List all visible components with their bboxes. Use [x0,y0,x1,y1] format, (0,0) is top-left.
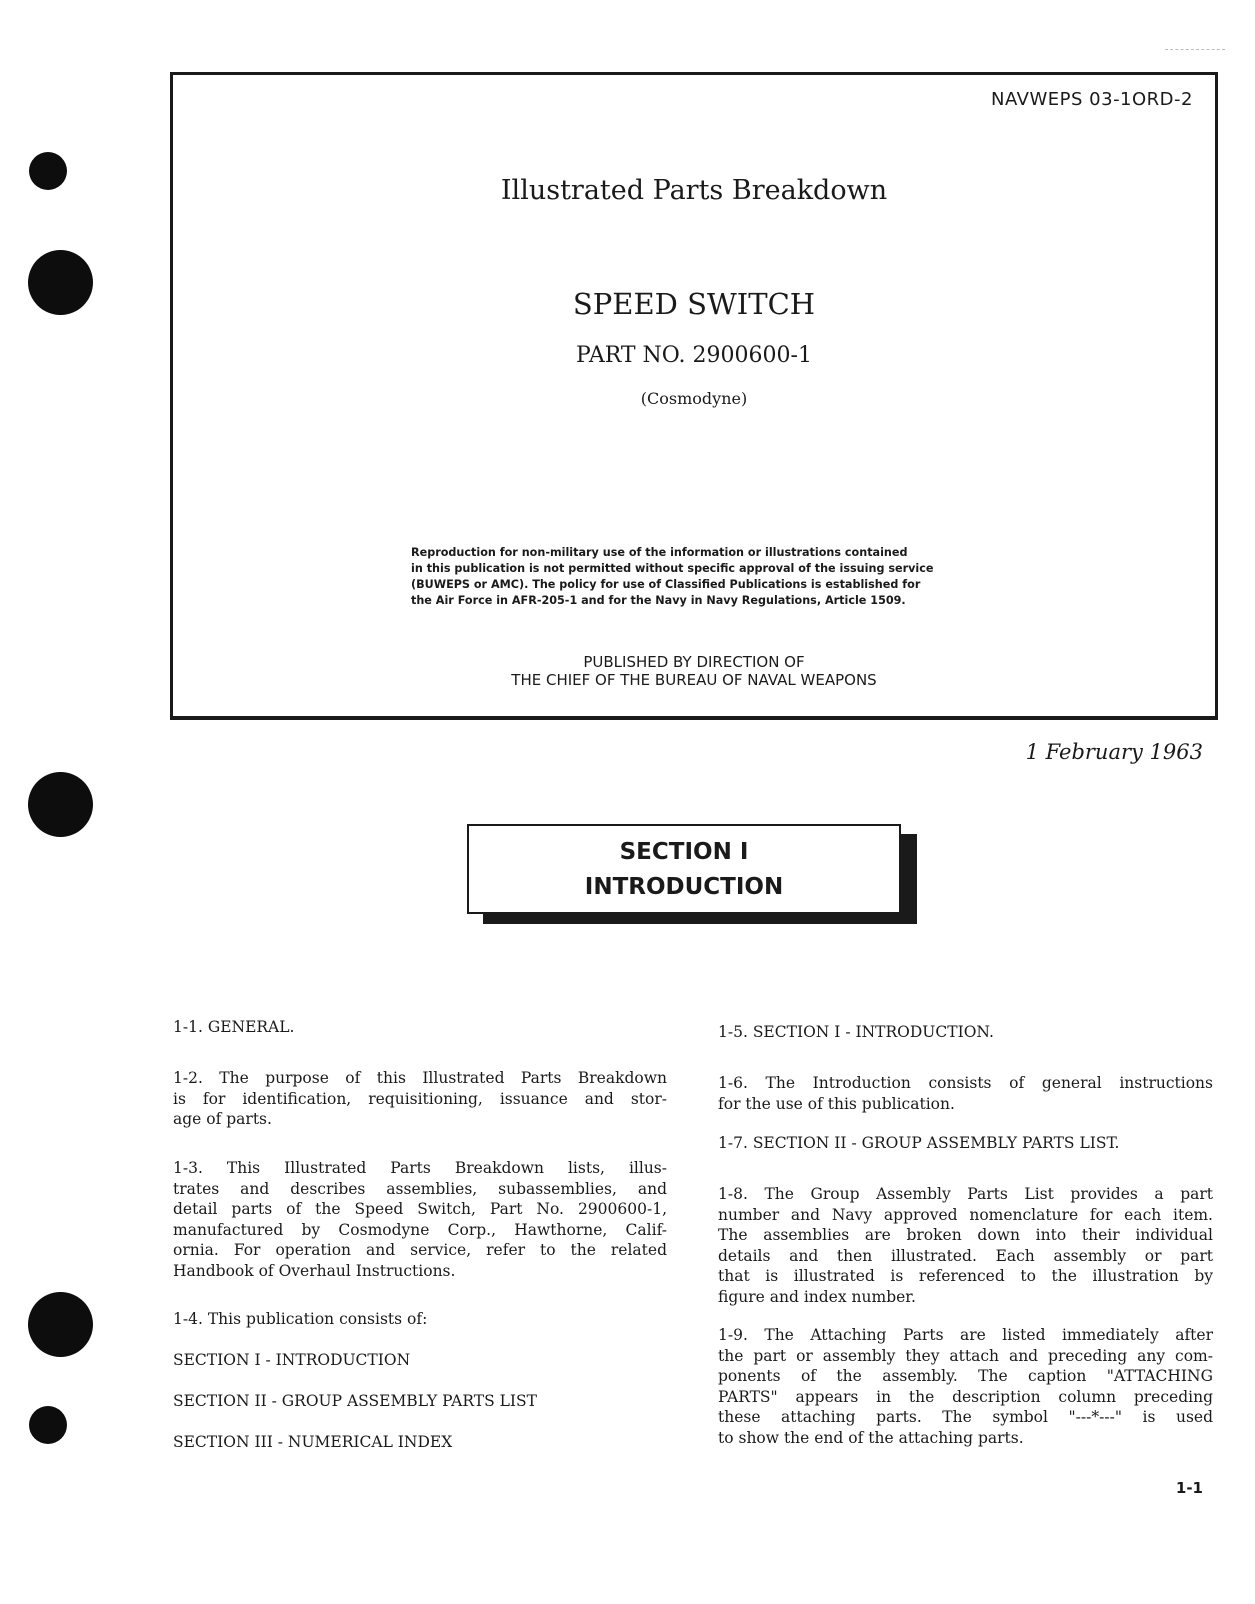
text-line: 1-1. GENERAL. [173,1018,295,1036]
text-line: number and Navy approved nomenclature for each item. [718,1205,1213,1224]
section-title: INTRODUCTION [584,874,784,900]
text-line: trates and describes assemblies, subassemblies, and [173,1179,667,1198]
text-line: figure and index number. [718,1287,916,1306]
text-line: SECTION I - INTRODUCTION [173,1351,411,1369]
text-line: ponents of the assembly. The caption "ATTACHING [718,1367,1213,1385]
document-number: NAVWEPS 03-1ORD-2 [991,89,1193,110]
list-item [173,1350,667,1371]
notice-line: the Air Force in AFR-205-1 and for the Navy in Navy Regulations, Article 1509. [411,594,906,607]
text-line: 1-6. The Introduction consists of general instructions [718,1074,1213,1092]
paragraph [718,1133,1213,1154]
paragraph [173,1068,667,1130]
published-line: THE CHIEF OF THE BUREAU OF NAVAL WEAPONS [511,671,877,689]
text-line: 1-8. The Group Assembly Parts List provides a part [718,1185,1213,1203]
text-line: 1-5. SECTION I - INTRODUCTION. [718,1023,994,1041]
text-line: 1-4. This publication consists of: [173,1310,428,1328]
paragraph [718,1184,1213,1307]
notice-line: Reproduction for non-military use of the information or illustrations contained [411,546,908,559]
page-number: 1-1 [1175,1479,1203,1497]
text-line: 1-2. The purpose of this Illustrated Parts Breakdown [173,1069,667,1087]
text-line: Handbook of Overhaul Instructions. [173,1261,456,1280]
text-line: 1-9. The Attaching Parts are listed immediately after [718,1326,1213,1344]
binder-hole [28,772,93,837]
part-number: PART NO. 2900600-1 [576,343,812,368]
section-number: SECTION I [619,839,749,865]
text-line: that is illustrated is referenced to the illustration by [718,1267,1213,1285]
binder-hole [29,1406,67,1444]
notice-line: in this publication is not permitted without specific approval of the issuing service [411,562,934,575]
binder-hole [28,1292,93,1357]
paragraph [173,1158,667,1281]
scan-mark [1165,49,1225,50]
text-line: SECTION III - NUMERICAL INDEX [173,1433,453,1451]
binder-hole [28,250,93,315]
binder-hole [29,152,67,190]
manufacturer: (Cosmodyne) [640,389,748,408]
text-line: is for identification, requisitioning, issuance and stor- [173,1089,667,1108]
published-by [173,653,1215,689]
text-line: age of parts. [173,1110,272,1128]
text-line: details and then illustrated. Each assembly or part [718,1246,1213,1265]
text-line: ornia. For operation and service, refer to the related [173,1241,667,1259]
text-line: 1-7. SECTION II - GROUP ASSEMBLY PARTS LIST. [718,1134,1120,1152]
publication-date: 1 February 1963 [1025,740,1203,764]
list-item [173,1391,667,1412]
paragraph [718,1022,1213,1043]
subject-title: SPEED SWITCH [572,287,816,321]
text-line: PARTS" appears in the description column preceding [718,1387,1213,1406]
paragraph [718,1073,1213,1114]
text-line: to show the end of the attaching parts. [718,1428,1024,1447]
notice-line: (BUWEPS or AMC). The policy for use of Classified Publications is established for [411,578,921,591]
text-line: 1-3. This Illustrated Parts Breakdown lists, illus- [173,1159,667,1177]
text-line: The assemblies are broken down into their individual [718,1226,1213,1244]
paragraph [173,1017,667,1038]
paragraph [173,1309,667,1330]
text-line: SECTION II - GROUP ASSEMBLY PARTS LIST [173,1392,538,1410]
paragraph [718,1325,1213,1448]
text-line: these attaching parts. The symbol "---*---" is used [718,1408,1213,1426]
text-line: detail parts of the Speed Switch, Part No. 2900600-1, [173,1200,667,1218]
reproduction-notice [411,545,963,609]
text-line: for the use of this publication. [718,1094,955,1113]
text-line: manufactured by Cosmodyne Corp., Hawthorne, Calif- [173,1220,667,1239]
left-column [173,1017,667,1467]
right-column [718,1022,1213,1462]
title-frame [170,72,1218,720]
text-line: the part or assembly they attach and preceding any com- [718,1346,1213,1365]
document-title: Illustrated Parts Breakdown [500,175,888,206]
list-item [173,1432,667,1453]
published-line: PUBLISHED BY DIRECTION OF [583,653,805,671]
section-heading [467,824,901,914]
